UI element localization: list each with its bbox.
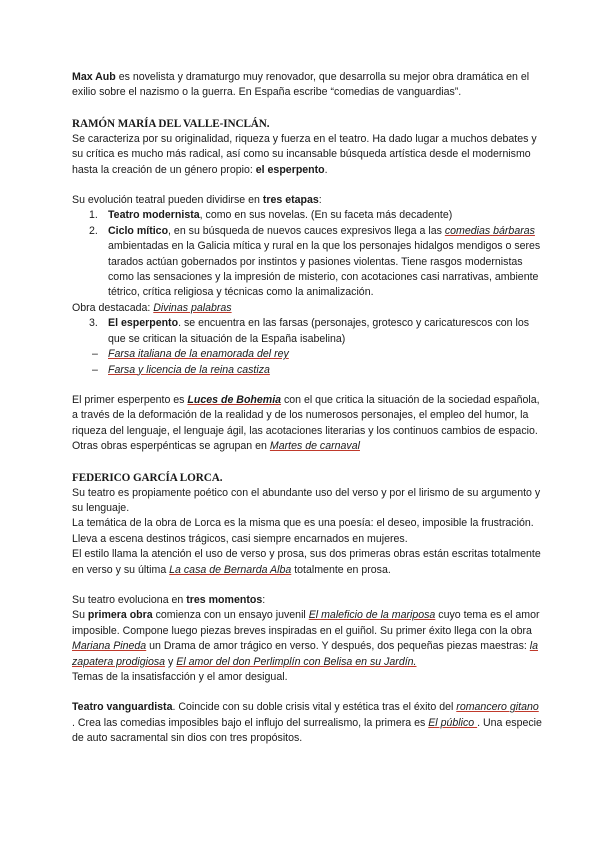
link-comedias-barbaras[interactable]: comedias bárbaras — [444, 224, 535, 237]
link-romancero-gitano[interactable]: romancero gitano — [456, 701, 539, 714]
paragraph-temas: Temas de la insatisfacción y el amor desigual. — [72, 671, 288, 683]
paragraph-lorca-3: El estilo llama la atención el uso de verso y prosa, sus dos primeras obras están escritas totalmente en verso y su última La casa de Bernarda Alba totalmente en prosa. — [72, 548, 541, 576]
link-casa-bernarda-alba[interactable]: La casa de Bernarda Alba — [169, 563, 292, 576]
list-item-farsa-licencia: – Farsa y licencia de la reina castiza — [92, 363, 270, 376]
link-maleficio-mariposa[interactable]: El maleficio de la mariposa — [308, 609, 436, 622]
link-zapatera-prodigiosa[interactable]: la zapatera prodigiosa — [72, 640, 539, 668]
paragraph-lorca-2: La temática de la obra de Lorca es la misma que es una poesía: el deseo, imposible la frustración. Lleva a escena destinos trágicos, casi siempre encarnados en mujeres. — [72, 517, 534, 545]
heading-garcia-lorca: FEDERICO GARCÍA LORCA. — [72, 471, 223, 484]
paragraph-otras-obras: Otras obras esperpénticas se agrupan en Martes de carnaval — [72, 440, 360, 453]
paragraph-tres-etapas: Su evolución teatral pueden dividirse en tres etapas: — [72, 194, 322, 207]
paragraph-luces-bohemia: El primer esperpento es Luces de Bohemia con el que critica la situación de la sociedad española, a través de la deformación de la realidad y de los numerosos personajes, el empleo del humor, la riqueza del lenguaje, el lenguaje ágil, las acotaciones literarias y los continuos cambios de espacio. — [72, 393, 540, 437]
link-divinas-palabras[interactable]: Divinas palabras — [153, 301, 232, 314]
paragraph-max-aub: Max Aub es novelista y dramaturgo muy renovador, que desarrolla su mejor obra dramática en el exilio sobre el nazismo o la guerra. En España escribe “comedias de vanguardias”. — [72, 71, 530, 99]
link-el-publico[interactable]: El público — [428, 716, 478, 729]
link-amor-don-perlimplin[interactable]: El amor del don Perlimplín con Belisa en su Jardín. — [176, 655, 417, 668]
paragraph-valle-intro: Se caracteriza por su originalidad, riqueza y fuerza en el teatro. Ha dado lugar a muchos debates y su crítica es mucho más radical, así como su incansable búsqueda artística desde el modernismo hasta la creación de un género propio: el esperpento. — [72, 132, 537, 176]
document-page — [72, 70, 542, 747]
list-item-modernista: 1. Teatro modernista, como en sus novelas. (En su faceta más decadente) — [89, 209, 453, 222]
link-luces-de-bohemia[interactable]: Luces de Bohemia — [187, 393, 282, 406]
link-farsa-italiana[interactable]: Farsa italiana de la enamorada del rey — [108, 348, 289, 361]
link-martes-de-carnaval[interactable]: Martes de carnaval — [269, 440, 360, 453]
list-item-esperpento: 3. El esperpento. se encuentra en las farsas (personajes, grotesco y caricaturescos con los que se critican la situación de la España isabelina) — [89, 317, 530, 345]
paragraph-tres-momentos: Su teatro evoluciona en tres momentos: — [72, 593, 266, 606]
paragraph-primera-obra: Su primera obra comienza con un ensayo juvenil El maleficio de la mariposa cuyo tema es el amor imposible. Compone luego piezas breves inspiradas en el guiñol. Su primer éxito llega con la obra Mariana Pineda un Drama de amor trágico en verso. Y después, dos pequeñas piezas maestras: la zapatera prodigiosa y El amor del don Perlimplín con Belisa en su Jardín. — [72, 609, 540, 668]
link-mariana-pineda[interactable]: Mariana Pineda — [72, 640, 147, 653]
list-item-farsa-italiana: – Farsa italiana de la enamorada del rey — [92, 348, 289, 361]
list-item-ciclo-mitico: 2. Ciclo mítico, en su búsqueda de nuevos cauces expresivos llega a las comedias bárbaras ambientadas en la Galicia mítica y rural en la que los personajes hidalgos mendigos o seres tarados actúan gobernados por instintos y pasiones violentas. Tiene rasgos modernistas como las sensaciones y la impresión de misterio, con acotaciones casi narrativas, ambiente tétrico, crítica religiosa y técnicas como la animalización. — [89, 224, 541, 299]
paragraph-lorca-1: Su teatro es propiamente poético con el abundante uso del verso y por el lirismo de su argumento y su lenguaje. — [72, 486, 541, 514]
link-farsa-licencia[interactable]: Farsa y licencia de la reina castiza — [108, 363, 270, 376]
paragraph-teatro-vanguardista: Teatro vanguardista. Coincide con su doble crisis vital y estética tras el éxito del romancero gitano . Crea las comedias imposibles bajo el influjo del surrealismo, la primera es El público . Una especie de auto sacramental sin dios con tres propósitos. — [72, 701, 542, 745]
heading-valle-inclan: RAMÓN MARÍA DEL VALLE-INCLÁN. — [72, 117, 270, 130]
paragraph-obra-destacada: Obra destacada: Divinas palabras — [72, 301, 232, 314]
